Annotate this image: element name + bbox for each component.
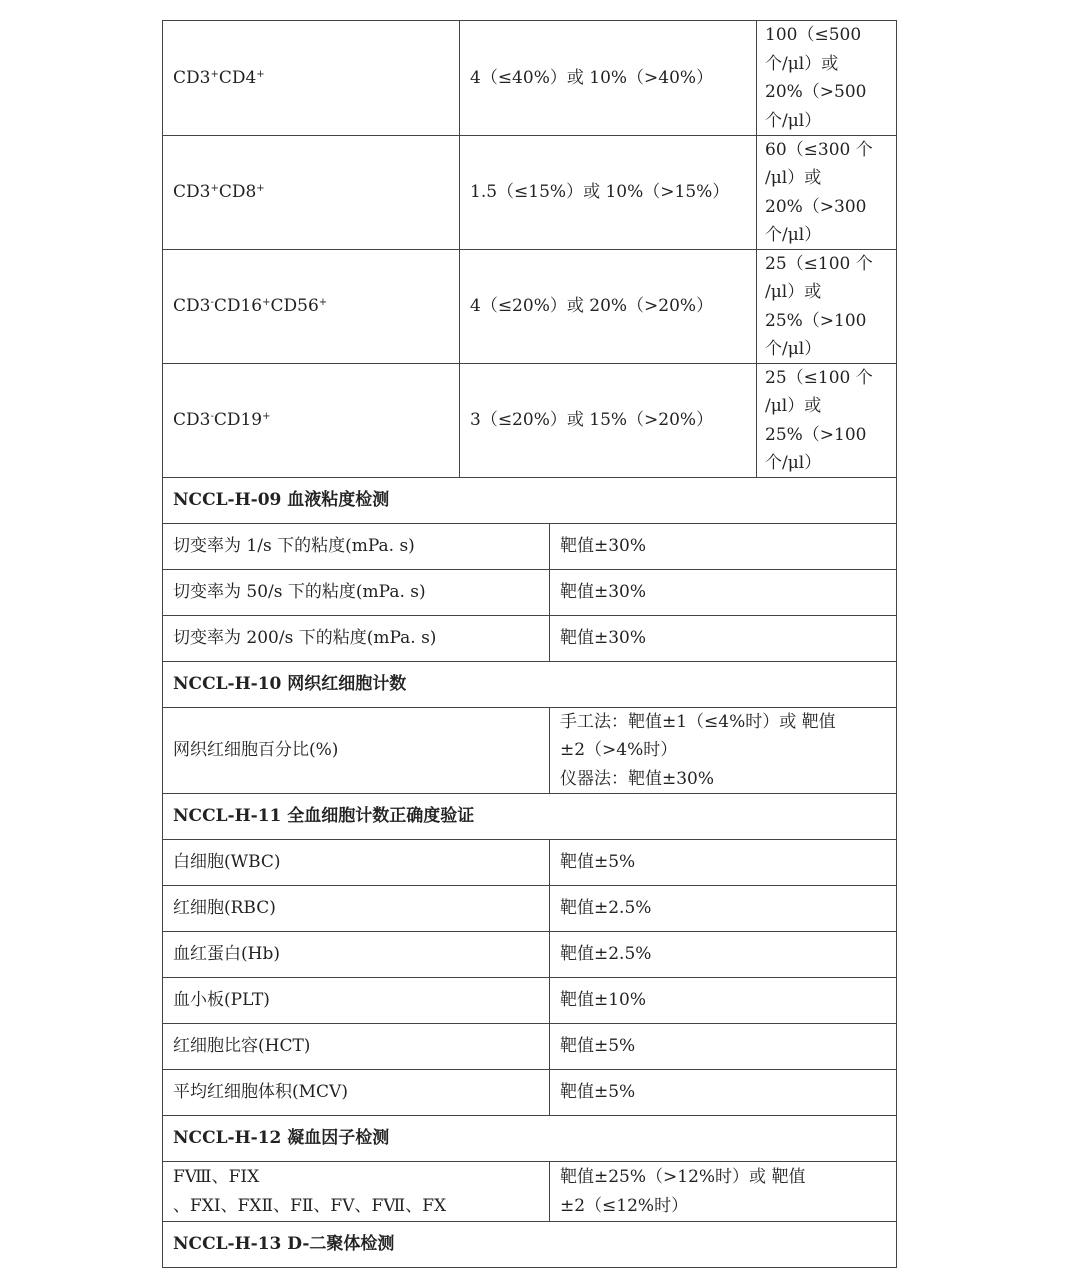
item-cell: 红细胞比容(HCT) [173,1036,311,1057]
table-row [163,1161,896,1221]
item-cell: 平均红细胞体积(MCV) [173,1082,348,1103]
item-cell: 切变率为 200/s 下的粘度(mPa. s) [173,628,437,649]
section-header-row [163,793,896,839]
section-title: NCCL-H-13 D-二聚体检测 [173,1234,395,1255]
section-header-row [163,661,896,707]
eqa-criteria-table [162,20,897,1268]
criterion-cell: 靶值±25%（>12%时）或 靶值 ±2（≤12%时） [549,1162,896,1221]
criterion-cell: 靶值±5% [549,1070,896,1115]
item-cell: 白细胞(WBC) [173,852,281,873]
criterion-cell: 靶值±30% [549,524,896,569]
criterion-cell: 靶值±10% [549,978,896,1023]
item-cell: 红细胞(RBC) [173,898,276,919]
criterion-cell: 靶值±30% [549,616,896,661]
table-row [163,363,896,477]
table-row [163,249,896,363]
section-title: NCCL-H-12 凝血因子检测 [173,1128,390,1149]
table-row [163,21,896,135]
marker-cell: CD3-CD19+ [173,410,271,431]
criterion-cell: 靶值±5% [549,1024,896,1069]
absolute-criterion-cell: 25（≤100 个 /μl）或 25%（>100 个/μl） [756,250,896,363]
table-row [163,707,896,793]
section-title: NCCL-H-10 网织红细胞计数 [173,674,407,695]
item-cell: 血小板(PLT) [173,990,270,1011]
criterion-cell: 靶值±2.5% [549,932,896,977]
criterion-cell: 1.5（≤15%）或 10%（>15%） [459,136,756,249]
criterion-cell: 靶值±2.5% [549,886,896,931]
criterion-cell: 3（≤20%）或 15%（>20%） [459,364,756,477]
item-cell: 切变率为 50/s 下的粘度(mPa. s) [173,582,426,603]
item-cell: 网织红细胞百分比(%) [173,740,339,761]
table-row [163,1023,896,1069]
criterion-cell: 手工法：靶值±1（≤4%时）或 靶值 ±2（>4%时） 仪器法：靶值±30% [549,708,896,793]
table-row [163,569,896,615]
table-row [163,523,896,569]
section-title: NCCL-H-11 全血细胞计数正确度验证 [173,806,475,827]
marker-cell: CD3+CD4+ [173,67,265,88]
section-title: NCCL-H-09 血液粘度检测 [173,490,390,511]
absolute-criterion-cell: 60（≤300 个 /μl）或 20%（>300 个/μl） [756,136,896,249]
section-header-row [163,477,896,523]
absolute-criterion-cell: 25（≤100 个 /μl）或 25%（>100 个/μl） [756,364,896,477]
absolute-criterion-cell: 100（≤500 个/μl）或 20%（>500 个/μl） [756,21,896,135]
criterion-cell: 4（≤40%）或 10%（>40%） [459,21,756,135]
criterion-cell: 靶值±5% [549,840,896,885]
table-row [163,885,896,931]
section-header-row [163,1221,896,1267]
marker-cell: CD3-CD16+CD56+ [173,296,328,317]
item-cell: FⅧ、FIX 、FXI、FXⅡ、FⅡ、FV、FⅦ、FX [173,1167,447,1216]
criterion-cell: 靶值±30% [549,570,896,615]
item-cell: 切变率为 1/s 下的粘度(mPa. s) [173,536,415,557]
table-row [163,135,896,249]
criterion-cell: 4（≤20%）或 20%（>20%） [459,250,756,363]
table-row [163,1069,896,1115]
table-row [163,615,896,661]
table-row [163,931,896,977]
item-cell: 血红蛋白(Hb) [173,944,280,965]
table-row [163,839,896,885]
section-header-row [163,1115,896,1161]
marker-cell: CD3+CD8+ [173,182,265,203]
table-row [163,977,896,1023]
